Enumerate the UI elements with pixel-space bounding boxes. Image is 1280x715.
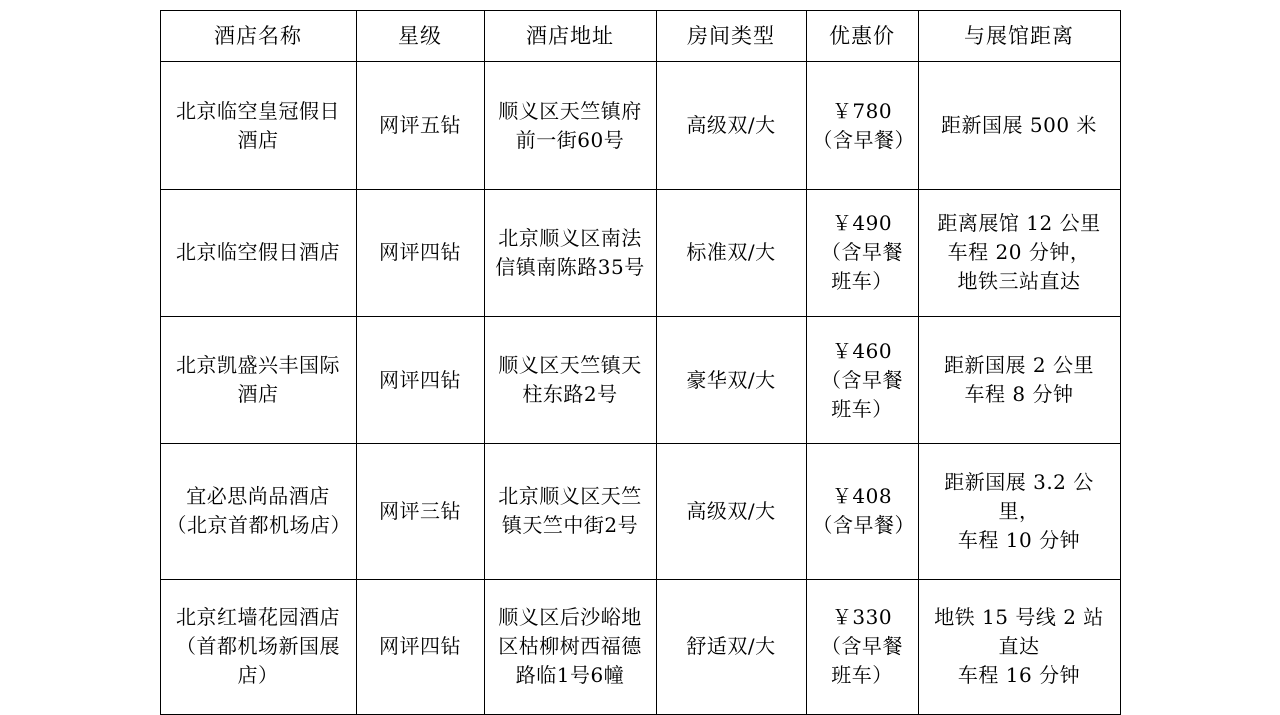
cell-hotel-address: 北京顺义区天竺镇天竺中街2号	[484, 444, 656, 579]
table-row	[160, 316, 1120, 443]
table-row	[160, 579, 1120, 714]
table-header	[160, 11, 1120, 62]
column-header-distance-to-venue: 与展馆距离	[918, 11, 1120, 62]
cell-hotel-address: 顺义区天竺镇天柱东路2号	[484, 316, 656, 443]
table-row	[160, 62, 1120, 189]
table-body	[160, 62, 1120, 715]
cell-hotel-name: 北京临空假日酒店	[160, 189, 356, 316]
cell-hotel-name: 北京凯盛兴丰国际酒店	[160, 316, 356, 443]
cell-distance: 距离展馆 12 公里 车程 20 分钟， 地铁三站直达	[918, 189, 1120, 316]
column-header-discount-price: 优惠价	[806, 11, 918, 62]
column-header-hotel-address: 酒店地址	[484, 11, 656, 62]
cell-distance: 距新国展 2 公里 车程 8 分钟	[918, 316, 1120, 443]
column-header-hotel-name: 酒店名称	[160, 11, 356, 62]
cell-room-type: 标准双/大	[656, 189, 806, 316]
hotel-price-table	[160, 10, 1121, 715]
cell-hotel-address: 北京顺义区南法信镇南陈路35号	[484, 189, 656, 316]
column-header-star-rating: 星级	[356, 11, 484, 62]
cell-hotel-name: 北京红墙花园酒店 （首都机场新国展店）	[160, 579, 356, 714]
cell-room-type: 高级双/大	[656, 62, 806, 189]
cell-discount-price: ￥460（含早餐班车）	[806, 316, 918, 443]
cell-room-type: 高级双/大	[656, 444, 806, 579]
cell-discount-price: ￥408（含早餐）	[806, 444, 918, 579]
cell-hotel-address: 顺义区后沙峪地区枯柳树西福德路临1号6幢	[484, 579, 656, 714]
cell-discount-price: ￥330（含早餐班车）	[806, 579, 918, 714]
cell-star-rating: 网评四钻	[356, 189, 484, 316]
cell-room-type: 豪华双/大	[656, 316, 806, 443]
table-row	[160, 444, 1120, 579]
table-row	[160, 189, 1120, 316]
column-header-room-type: 房间类型	[656, 11, 806, 62]
cell-distance: 地铁 15 号线 2 站直达 车程 16 分钟	[918, 579, 1120, 714]
cell-star-rating: 网评三钻	[356, 444, 484, 579]
cell-hotel-name: 宜必思尚品酒店 （北京首都机场店）	[160, 444, 356, 579]
cell-distance: 距新国展 3.2 公里， 车程 10 分钟	[918, 444, 1120, 579]
cell-hotel-name: 北京临空皇冠假日酒店	[160, 62, 356, 189]
cell-star-rating: 网评四钻	[356, 579, 484, 714]
cell-discount-price: ￥780（含早餐）	[806, 62, 918, 189]
cell-room-type: 舒适双/大	[656, 579, 806, 714]
table-header-row	[160, 11, 1120, 62]
cell-hotel-address: 顺义区天竺镇府前一街60号	[484, 62, 656, 189]
cell-discount-price: ￥490（含早餐班车）	[806, 189, 918, 316]
cell-distance: 距新国展 500 米	[918, 62, 1120, 189]
cell-star-rating: 网评五钻	[356, 62, 484, 189]
cell-star-rating: 网评四钻	[356, 316, 484, 443]
